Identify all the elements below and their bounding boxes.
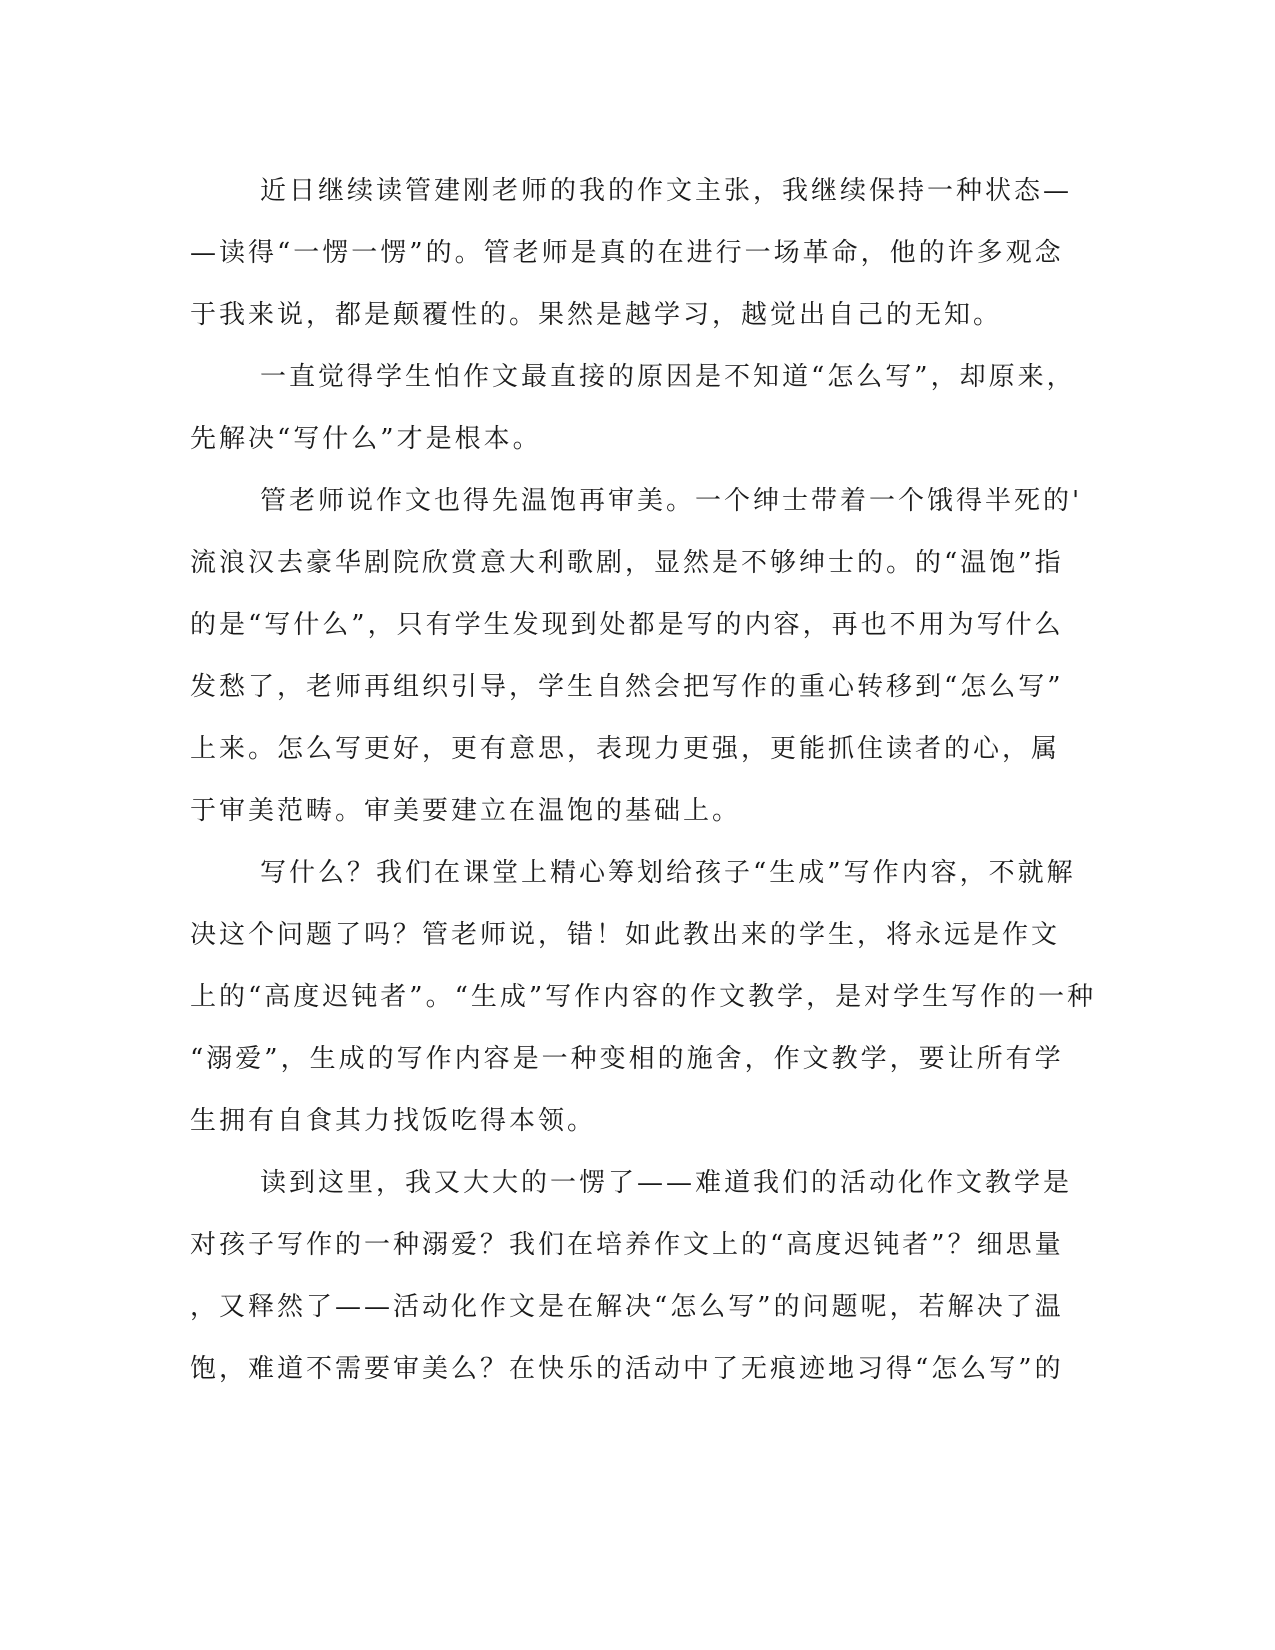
text-line: —读得“一愣一愣”的。管老师是真的在进行一场革命，他的许多观念 <box>190 238 1064 268</box>
text-line: 发愁了，老师再组织引导，学生自然会把写作的重心转移到“怎么写” <box>190 672 1064 702</box>
text-line: “溺爱”，生成的写作内容是一种变相的施舍，作文教学，要让所有学 <box>190 1044 1064 1074</box>
text-line: 读到这里，我又大大的一愣了——难道我们的活动化作文教学是 <box>260 1168 1073 1198</box>
text-line: 的是“写什么”，只有学生发现到处都是写的内容，再也不用为写什么 <box>190 610 1064 640</box>
text-line: ，又释然了——活动化作文是在解决“怎么写”的问题呢，若解决了温 <box>190 1292 1064 1322</box>
text-line: 上的“高度迟钝者”。“生成”写作内容的作文教学，是对学生写作的一种 <box>190 982 1097 1012</box>
text-line: 管老师说作文也得先温饱再审美。一个绅士带着一个饿得半死的' <box>260 486 1083 516</box>
text-line: 对孩子写作的一种溺爱？我们在培养作文上的“高度迟钝者”？细思量 <box>190 1230 1064 1260</box>
paragraph-2 <box>190 346 1080 470</box>
paragraph-4 <box>190 842 1097 1152</box>
text-line: 近日继续读管建刚老师的我的作文主张，我继续保持一种状态— <box>260 176 1073 206</box>
text-line: 写什么？我们在课堂上精心筹划给孩子“生成”写作内容，不就解 <box>260 858 1076 888</box>
text-line: 上来。怎么写更好，更有意思，表现力更强，更能抓住读者的心，属 <box>190 734 1061 764</box>
text-line: 饱，难道不需要审美么？在快乐的活动中了无痕迹地习得“怎么写”的 <box>190 1354 1064 1384</box>
paragraph-3 <box>190 470 1083 842</box>
document-body <box>190 160 1097 1400</box>
text-line: 先解决“写什么”才是根本。 <box>190 424 542 454</box>
text-line: 于审美范畴。审美要建立在温饱的基础上。 <box>190 796 742 826</box>
paragraph-1 <box>190 160 1080 346</box>
text-line: 生拥有自食其力找饭吃得本领。 <box>190 1106 597 1136</box>
text-line: 于我来说，都是颠覆性的。果然是越学习，越觉出自己的无知。 <box>190 300 1003 330</box>
text-line: 一直觉得学生怕作文最直接的原因是不知道“怎么写”，却原来， <box>260 362 1076 392</box>
text-line: 流浪汉去豪华剧院欣赏意大利歌剧，显然是不够绅士的。的“温饱”指 <box>190 548 1064 578</box>
text-line: 决这个问题了吗？管老师说，错！如此教出来的学生，将永远是作文 <box>190 920 1061 950</box>
paragraph-5 <box>190 1152 1080 1400</box>
